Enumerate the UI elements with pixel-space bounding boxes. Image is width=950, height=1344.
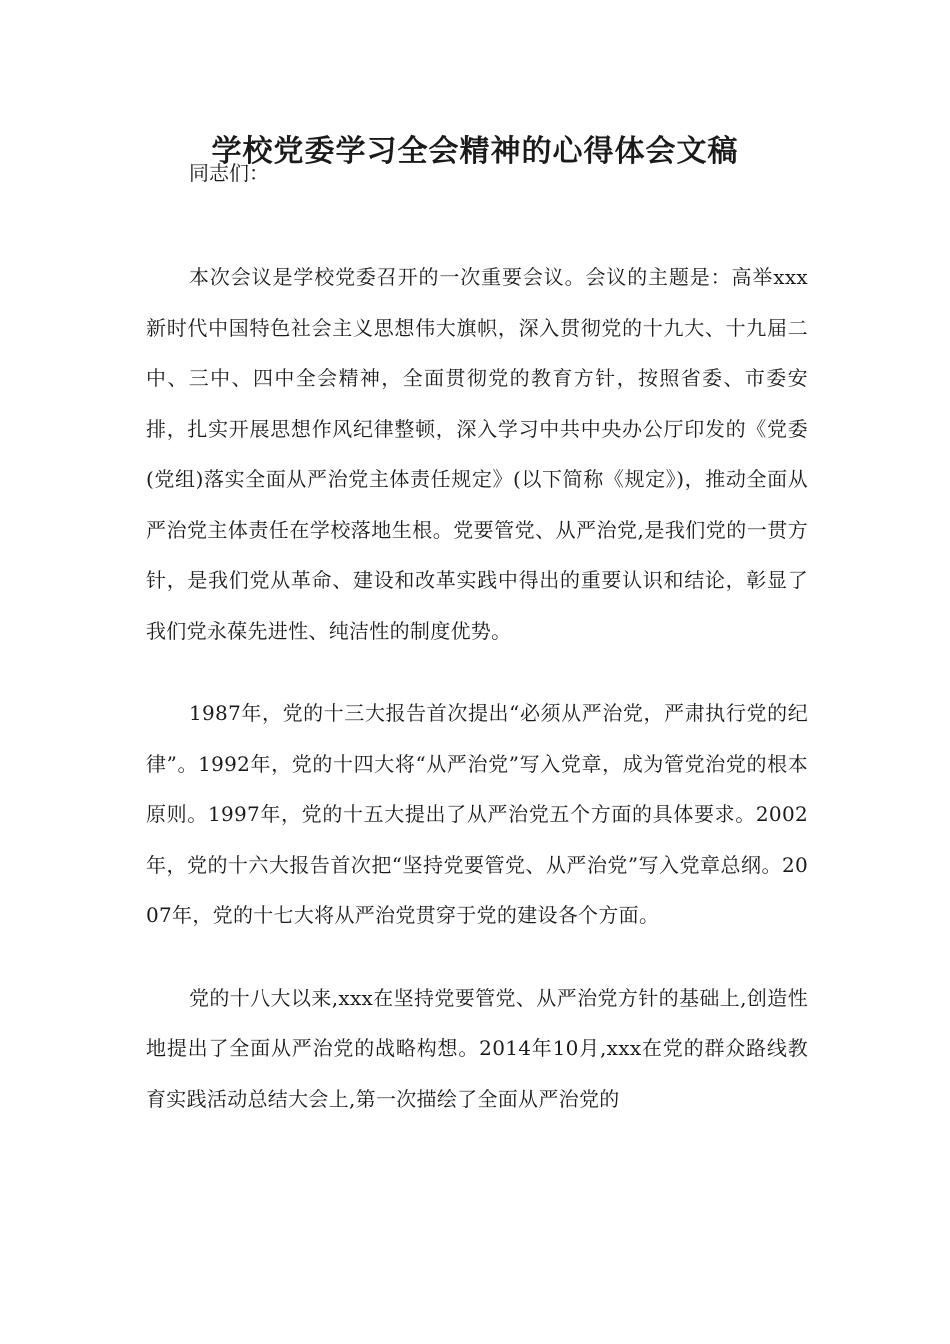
paragraph-3: 党的十八大以来,xxx在坚持党要管党、从严治党方针的基础上,创造性地提出了全面从严治党的战略构想。2014年10月,xxx在党的群众路线教育实践活动总结大会上,第一次描绘了全面从严治党的 <box>146 985 808 1111</box>
document-title: 学校党委学习全会精神的心得体会文稿 <box>211 134 739 169</box>
paragraph-2: 1987年，党的十三大报告首次提出“必须从严治党，严肃执行党的纪律”。1992年，党的十四大将“从严治党”写入党章，成为管党治党的根本原则。1997年，党的十五大提出了从严治党五个方面的具体要求。2002年，党的十六大报告首次把“坚持党要管党、从严治党”写入党章总纲。2007年，党的十七大将从严治党贯穿于党的建设各个方面。 <box>146 701 808 927</box>
document-body <box>146 252 808 1156</box>
paragraph-1: 本次会议是学校党委召开的一次重要会议。会议的主题是：高举xxx新时代中国特色社会主义思想伟大旗帜，深入贯彻党的十九大、十九届二中、三中、四中全会精神，全面贯彻党的教育方针，按照省委、市委安排，扎实开展思想作风纪律整顿，深入学习中共中央办公厅印发的《党委(党组)落实全面从严治党主体责任规定》(以下简称《规定》)，推动全面从严治党主体责任在学校落地生根。党要管党、从严治党,是我们党的一贯方针，是我们党从革命、建设和改革实践中得出的重要认识和结论，彰显了我们党永葆先进性、纯洁性的制度优势。 <box>146 265 808 643</box>
salutation: 同志们： <box>189 161 269 185</box>
